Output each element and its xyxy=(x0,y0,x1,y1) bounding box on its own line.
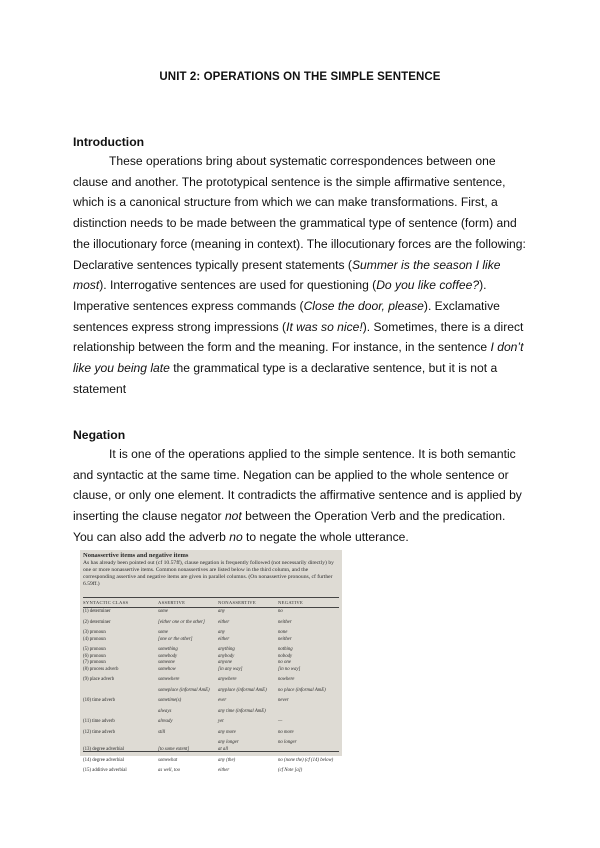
table-cell: (7) pronoun xyxy=(83,660,106,666)
introduction-heading: Introduction xyxy=(73,135,145,149)
table-cell: still xyxy=(158,729,166,735)
table-cell: either xyxy=(218,619,230,625)
table-cell: somehow xyxy=(158,666,176,672)
text-segment: ). Sometimes, there is a direct xyxy=(362,319,524,334)
table-cell: either xyxy=(218,636,230,642)
table-cell: some xyxy=(158,609,168,614)
paragraph-line xyxy=(73,192,533,213)
table-cell: any xyxy=(218,630,225,635)
italic-example-text: It was so nice! xyxy=(286,319,363,334)
text-segment: You can also add the adverb xyxy=(73,529,230,544)
table-cell: none xyxy=(278,630,288,635)
table-cell: [to some extent] xyxy=(158,747,190,752)
negation-paragraph xyxy=(73,444,533,548)
table-cell: neither xyxy=(278,619,292,625)
text-segment: relationship between the form and the meaning. For instance, in the sentence xyxy=(73,340,491,355)
text-segment: Declarative sentences typically present statements ( xyxy=(73,257,352,272)
table-cell: no more xyxy=(278,729,294,735)
text-segment: which is a canonical structure from which we can make transformations. First, a xyxy=(73,195,498,210)
italic-example-text: like you being late xyxy=(73,361,170,376)
text-segment: sentences express strong impressions ( xyxy=(73,319,287,334)
table-cell: at all xyxy=(218,747,228,752)
table-cell: anything xyxy=(218,647,235,653)
text-segment: distinction needs to be made between the grammatical type of sentence (form) and xyxy=(73,216,517,231)
table-cell: (9) place adverb xyxy=(83,677,115,683)
table-cell: [either one or the other] xyxy=(158,619,205,625)
table-intro: As has already been pointed out (cf 10.57ff), clause negation is frequently followed (not necessarily directly) by one or more nonassertive items. Common nonassertives are listed below in the third column, and the corresponding assertive and negative items are given in parallel columns. (On nonassertive pronouns, cf further 6.59ff.) xyxy=(83,560,334,587)
table-column-header: NONASSERTIVE xyxy=(218,600,257,605)
paragraph-line xyxy=(73,234,533,255)
text-segment: ). xyxy=(479,278,487,293)
table-column-header: NEGATIVE xyxy=(278,600,304,605)
text-segment: inserting the clause negator xyxy=(73,509,225,524)
table-cell: no xyxy=(278,609,283,614)
italic-example-text: Summer is the season I like xyxy=(351,257,501,272)
table-cell: (2) determiner xyxy=(83,619,111,625)
italic-example-text: most xyxy=(73,278,100,293)
table-cell: neither xyxy=(278,636,292,642)
table-cell: any time (informal AmE) xyxy=(218,708,266,714)
paragraph-line xyxy=(73,444,533,465)
paragraph-line xyxy=(73,358,533,379)
table-cell: (cf Note [a]) xyxy=(278,768,303,773)
paragraph-line xyxy=(73,465,533,486)
paragraph-line xyxy=(73,172,533,193)
table-cell: (8) process adverb xyxy=(83,666,119,672)
paragraph-line xyxy=(73,151,533,172)
table-title: Nonassertive items and negative items xyxy=(83,552,189,559)
italic-example-text: Do you like coffee? xyxy=(376,278,480,293)
text-segment: the illocutionary force (meaning in context). The illocutionary forces are the following: xyxy=(73,236,526,251)
paragraph-line xyxy=(73,485,533,506)
paragraph-line xyxy=(73,296,533,317)
text-segment: Imperative sentences express commands ( xyxy=(73,298,304,313)
italic-example-text: no xyxy=(229,529,243,544)
text-segment: between the Operation Verb and the predication. xyxy=(241,509,506,524)
table-cell: (10) time adverb xyxy=(83,698,115,704)
table-cell: no one xyxy=(278,660,291,666)
table-cell: as well, too xyxy=(158,768,180,773)
italic-example-text: not xyxy=(224,509,242,524)
table-cell: nobody xyxy=(278,653,293,659)
table-cell: anyone xyxy=(218,660,232,666)
italic-example-text: Close the door, please xyxy=(303,298,424,313)
table-cell: someone xyxy=(158,660,175,666)
table-cell: nowhere xyxy=(278,677,295,683)
introduction-paragraph xyxy=(73,151,533,399)
table-rule-header xyxy=(83,607,339,608)
table-cell: any longer xyxy=(218,740,239,746)
negation-heading: Negation xyxy=(73,428,126,442)
text-segment: statement xyxy=(73,381,127,396)
text-segment: ). Interrogative sentences are used for questioning ( xyxy=(99,278,377,293)
table-cell: something xyxy=(158,647,178,653)
text-segment: and syntactic at the same time. Negation can be applied to the whole sentence or xyxy=(73,467,509,482)
text-segment: It is one of the operations applied to the simple sentence. It is both semantic xyxy=(109,447,516,461)
table-cell: somewhat xyxy=(158,757,178,763)
table-cell: (1) determiner xyxy=(83,609,111,614)
table-cell: no longer xyxy=(278,740,297,746)
table-cell: [one or the other] xyxy=(158,636,193,642)
table-cell: (13) degree adverbial xyxy=(83,747,125,752)
text-segment: clause, or only one element. It contradicts the affirmative sentence and is applied by xyxy=(73,488,522,503)
paragraph-line xyxy=(73,379,533,400)
paragraph-line xyxy=(73,337,533,358)
table-cell: any xyxy=(218,609,225,614)
table-cell: some xyxy=(158,630,168,635)
table-cell: any (the) xyxy=(218,757,236,763)
paragraph-line xyxy=(73,255,533,276)
page-title: UNIT 2: OPERATIONS ON THE SIMPLE SENTENCE xyxy=(159,71,441,83)
paragraph-line xyxy=(73,527,533,548)
table-cell: never xyxy=(278,698,289,704)
table-cell: [in any way] xyxy=(218,666,243,672)
table-column-header: SYNTACTIC CLASS xyxy=(83,600,129,605)
table-cell: (5) pronoun xyxy=(83,647,106,653)
table-cell: [in no way] xyxy=(278,666,301,672)
table-cell: somewhere xyxy=(158,677,180,683)
table-cell: anywhere xyxy=(218,677,237,683)
text-segment: clause and another. The prototypical sentence is the simple affirmative sentence, xyxy=(73,174,506,189)
table-cell: yet xyxy=(218,719,224,725)
paragraph-line xyxy=(73,275,533,296)
text-segment: the grammatical type is a declarative sentence, but it is not a xyxy=(169,361,498,376)
paragraph-line xyxy=(73,317,533,338)
table-cell: (12) time adverb xyxy=(83,729,115,735)
table-cell: any more xyxy=(218,729,236,735)
text-segment: These operations bring about systematic correspondences between one xyxy=(109,154,496,168)
table-cell: always xyxy=(158,708,172,714)
table-rule-top xyxy=(83,597,339,598)
table-cell: ever xyxy=(218,698,227,704)
table-cell: anyplace (informal AmE) xyxy=(218,687,267,693)
table-column-header: ASSERTIVE xyxy=(158,600,186,605)
text-segment: to negate the whole utterance. xyxy=(242,529,409,544)
table-cell: someplace (informal AmE) xyxy=(158,687,210,693)
italic-example-text: I don’t xyxy=(490,340,524,355)
nonassertive-items-table-image xyxy=(80,550,342,773)
table-cell: (11) time adverb xyxy=(83,719,115,725)
table-cell: (6) pronoun xyxy=(83,653,106,659)
table-cell: (14) degree adverbial xyxy=(83,757,125,763)
table-cell: (15) additive adverbial xyxy=(83,768,127,773)
table-cell: no (none the) (cf (14) below) xyxy=(278,757,334,763)
table-cell: sometime(s) xyxy=(158,698,182,704)
table-cell: either xyxy=(218,768,230,773)
paragraph-line xyxy=(73,213,533,234)
paragraph-line xyxy=(73,506,533,527)
table-cell: — xyxy=(278,719,283,725)
table-cell: anybody xyxy=(218,653,235,659)
table-cell: (4) pronoun xyxy=(83,636,106,642)
table-cell: nothing xyxy=(278,647,293,653)
table-cell: already xyxy=(158,719,173,725)
table-cell: no place (informal AmE) xyxy=(278,687,326,693)
table-cell: somebody xyxy=(158,653,178,659)
table-cell: (3) pronoun xyxy=(83,630,106,635)
text-segment: ). Exclamative xyxy=(423,298,500,313)
